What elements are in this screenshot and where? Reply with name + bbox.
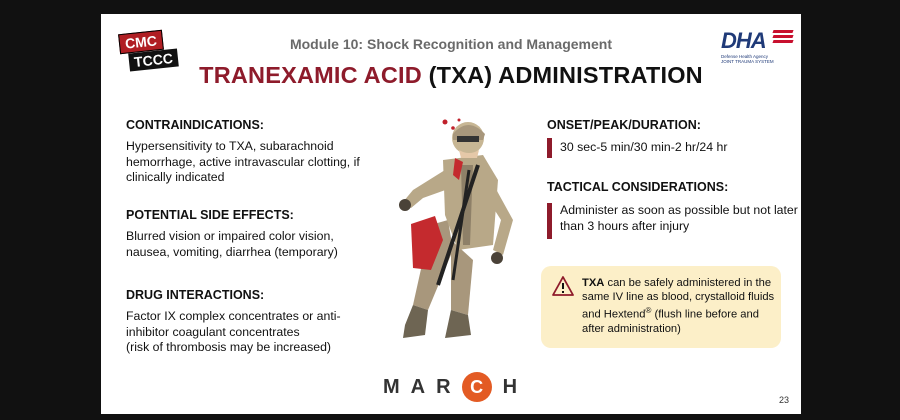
side-effects-heading: POTENTIAL SIDE EFFECTS: bbox=[126, 208, 294, 222]
tccc-label: TCCC bbox=[128, 48, 179, 71]
drug-interactions-note: (risk of thrombosis may be increased) bbox=[126, 340, 332, 354]
onset-text: 30 sec-5 min/30 min-2 hr/24 hr bbox=[560, 140, 728, 154]
side-effects-text: Blurred vision or impaired color vision, nausea, vomiting, diarrhea (temporary) bbox=[126, 229, 338, 259]
module-title: Module 10: Shock Recognition and Management bbox=[289, 36, 613, 52]
dha-stripes-icon bbox=[773, 30, 793, 48]
page-number: 23 bbox=[778, 395, 789, 405]
note-registered-mark: ® bbox=[645, 306, 652, 316]
onset-row bbox=[547, 138, 727, 158]
march-letter-m: M bbox=[383, 375, 411, 398]
title-suffix: (TXA) ADMINISTRATION bbox=[428, 62, 703, 88]
note-bold-txa: TXA bbox=[582, 277, 605, 289]
tactical-accent-bar bbox=[547, 203, 552, 239]
txa-note-box bbox=[541, 266, 781, 348]
warning-icon bbox=[552, 276, 574, 296]
drug-interactions-heading: DRUG INTERACTIONS: bbox=[126, 288, 265, 302]
march-letter-h: H bbox=[502, 375, 529, 398]
contraindications-heading: CONTRAINDICATIONS: bbox=[126, 118, 264, 132]
tactical-row bbox=[547, 203, 800, 239]
wounded-soldier-illustration bbox=[373, 110, 543, 350]
onset-accent-bar bbox=[547, 138, 552, 158]
march-logo bbox=[383, 372, 528, 402]
title-drug-name: TRANEXAMIC ACID bbox=[199, 62, 422, 88]
tactical-heading: TACTICAL CONSIDERATIONS: bbox=[547, 180, 729, 194]
drug-interactions-text: Factor IX complex concentrates or anti-inhibitor coagulant concentrates bbox=[126, 309, 341, 339]
dha-subtitle: Defense Health Agency bbox=[721, 54, 769, 59]
dha-subtitle-2: JOINT TRAUMA SYSTEM bbox=[721, 59, 774, 64]
march-letter-a: A bbox=[410, 375, 437, 398]
contraindications-text: Hypersensitivity to TXA, subarachnoid hemorrhage, active intravascular clotting, if clinically indicated bbox=[126, 139, 360, 184]
dha-letters: DHA bbox=[721, 28, 766, 53]
march-letter-r: R bbox=[436, 375, 462, 398]
note-text-part2: (flush line before and after administration) bbox=[582, 308, 759, 335]
txa-note-text bbox=[582, 277, 776, 336]
tactical-text: Administer as soon as possible but not later than 3 hours after injury bbox=[560, 203, 798, 233]
note-text-part1: can be safely administered in the same IV line as blood, crystalloid fluids and Hextend bbox=[582, 277, 775, 321]
slide-title bbox=[101, 62, 801, 89]
slide bbox=[101, 14, 801, 414]
march-letter-c-highlight: C bbox=[462, 372, 492, 402]
onset-heading: ONSET/PEAK/DURATION: bbox=[547, 118, 701, 132]
cmc-label: CMC bbox=[118, 30, 164, 54]
